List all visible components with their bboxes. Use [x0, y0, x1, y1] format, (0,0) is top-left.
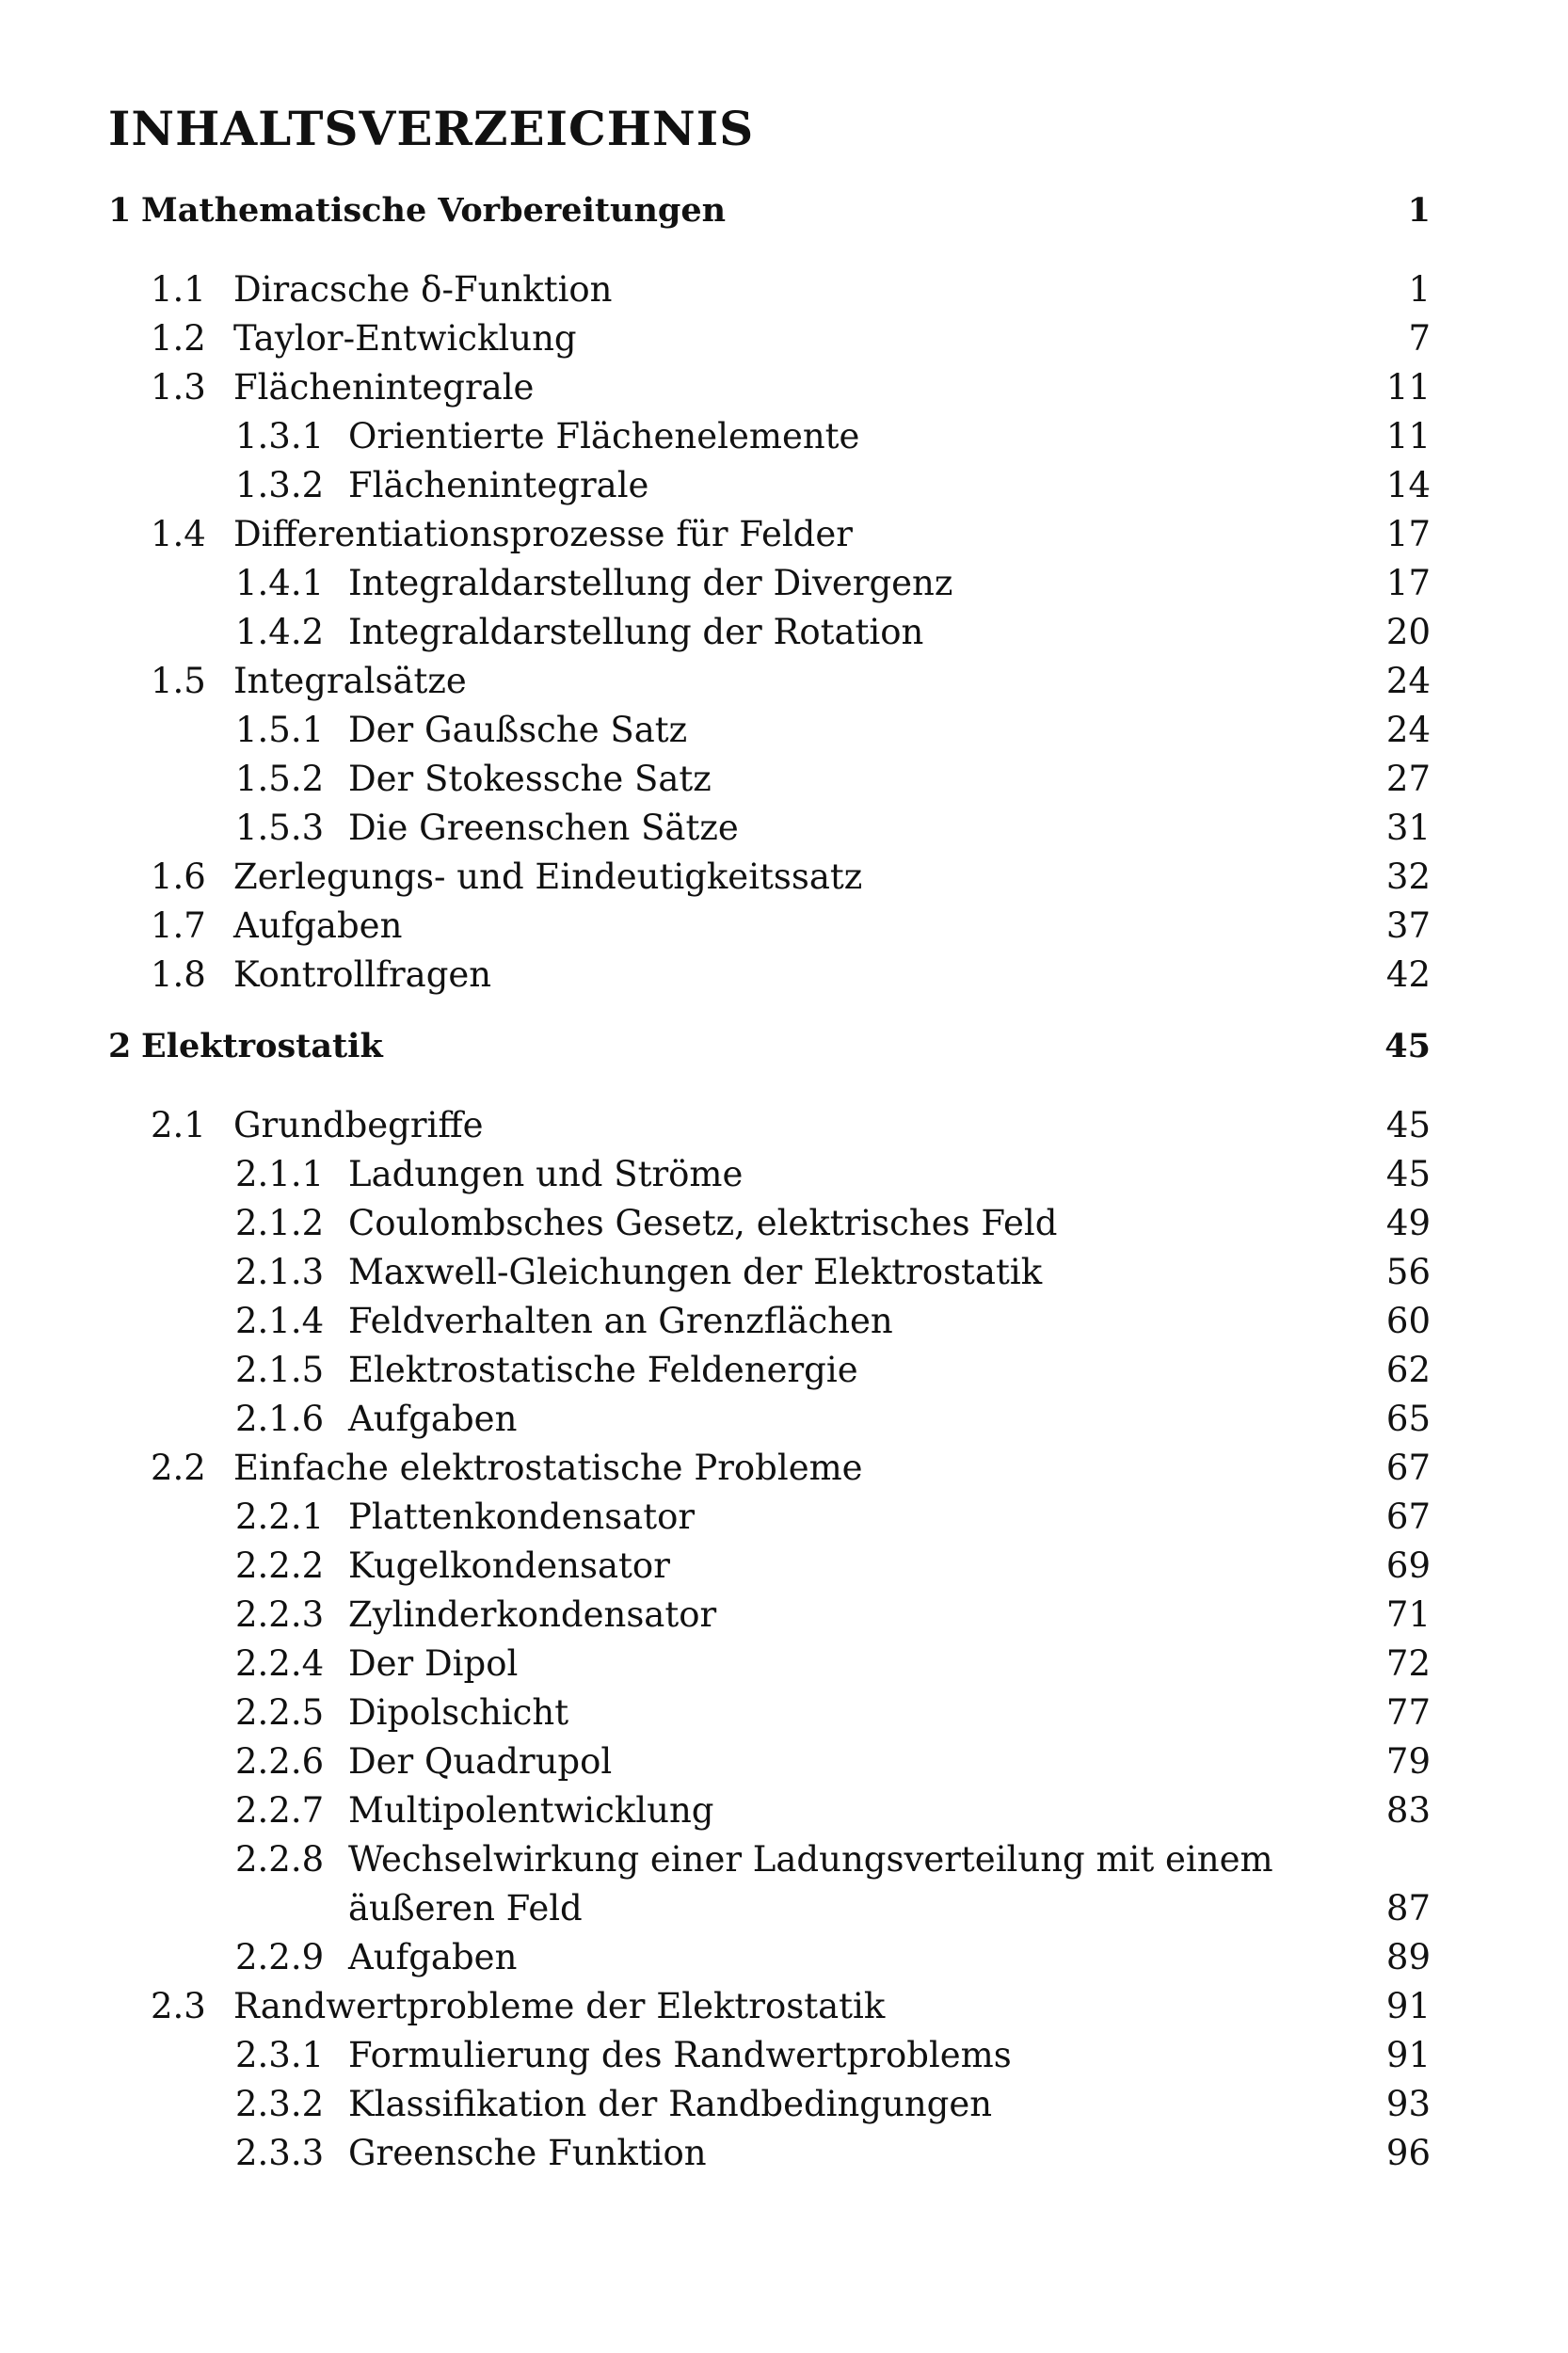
toc-entry	[0, 951, 1568, 1000]
toc-entry	[0, 1933, 1568, 1982]
toc-chapter-2	[0, 1022, 1568, 1071]
page-number: 67	[1385, 1448, 1431, 1488]
section-number: 1.4	[151, 514, 206, 554]
toc-entry	[0, 559, 1568, 608]
subsection-number: 1.3.2	[235, 465, 325, 505]
toc-entry	[0, 1982, 1568, 2031]
toc-entry	[0, 1199, 1568, 1248]
chapter-number: 1	[108, 191, 132, 230]
subsection-number: 2.1.4	[235, 1301, 325, 1341]
subsection-number: 2.3.3	[235, 2133, 325, 2173]
subsection-title: Aufgaben	[348, 1399, 518, 1439]
toc-entry	[0, 608, 1568, 657]
page-number: 79	[1385, 1741, 1431, 1782]
subsection-number: 2.2.9	[235, 1937, 325, 1977]
page-number: 91	[1385, 1986, 1431, 2026]
page-number: 93	[1385, 2084, 1431, 2124]
page-number: 96	[1385, 2133, 1431, 2173]
page-number: 71	[1385, 1594, 1431, 1635]
section-number: 1.6	[151, 856, 206, 897]
toc-entry	[0, 2031, 1568, 2080]
page-number: 20	[1385, 612, 1431, 652]
subsection-title: Ladungen und Ströme	[348, 1154, 744, 1194]
subsection-number: 2.1.6	[235, 1399, 325, 1439]
section-title: Grundbegriffe	[233, 1105, 484, 1145]
subsection-title: Der Dipol	[348, 1643, 519, 1684]
section-number: 2.2	[151, 1448, 206, 1488]
page-number: 87	[1385, 1888, 1431, 1929]
subsection-number: 2.1.1	[235, 1154, 325, 1194]
subsection-number: 2.2.7	[235, 1790, 325, 1831]
section-title: Diracsche δ-Funktion	[233, 269, 613, 310]
subsection-title: Multipolentwicklung	[348, 1790, 714, 1831]
toc-chapter-1	[0, 186, 1568, 235]
toc-entry	[0, 1101, 1568, 1150]
page-number: 37	[1385, 905, 1431, 946]
subsection-title: Der Stokessche Satz	[348, 759, 712, 799]
page-number: 24	[1385, 710, 1431, 750]
page-number: 32	[1385, 856, 1431, 897]
toc-entry	[0, 1297, 1568, 1346]
toc-entry	[0, 1248, 1568, 1297]
page-number: 62	[1385, 1350, 1431, 1390]
page-number: 1	[1407, 191, 1431, 230]
toc-entry	[0, 1835, 1568, 1884]
subsection-title: Greensche Funktion	[348, 2133, 707, 2173]
page-number: 17	[1385, 563, 1431, 603]
subsection-number: 1.3.1	[235, 416, 325, 456]
toc-entry	[0, 706, 1568, 755]
toc-entry	[0, 804, 1568, 853]
subsection-title: Integraldarstellung der Rotation	[348, 612, 924, 652]
page-number: 45	[1385, 1105, 1431, 1145]
page-number: 65	[1385, 1399, 1431, 1439]
subsection-number: 1.5.2	[235, 759, 325, 799]
subsection-title: Elektrostatische Feldenergie	[348, 1350, 858, 1390]
subsection-title: Die Greenschen Sätze	[348, 808, 739, 848]
page-number: 7	[1408, 318, 1431, 359]
subsection-number: 2.2.5	[235, 1692, 325, 1733]
page-number: 91	[1385, 2035, 1431, 2075]
page-number: 77	[1385, 1692, 1431, 1733]
toc-entry	[0, 314, 1568, 363]
section-number: 1.7	[151, 905, 206, 946]
page-number: 17	[1385, 514, 1431, 554]
toc-entry	[0, 1689, 1568, 1737]
subsection-title: Feldverhalten an Grenzflächen	[348, 1301, 893, 1341]
subsection-number: 2.1.3	[235, 1252, 325, 1292]
page-number: 11	[1385, 367, 1431, 408]
toc-entry	[0, 755, 1568, 804]
subsection-title: Flächenintegrale	[348, 465, 649, 505]
page-number: 67	[1385, 1497, 1431, 1537]
section-title: Flächenintegrale	[233, 367, 535, 408]
toc-entry	[0, 265, 1568, 314]
page-number: 83	[1385, 1790, 1431, 1831]
page-number: 31	[1385, 808, 1431, 848]
toc-entry	[0, 1786, 1568, 1835]
section-number: 2.3	[151, 1986, 206, 2026]
section-title: Taylor-Entwicklung	[233, 318, 577, 359]
subsection-title: Der Gaußsche Satz	[348, 710, 688, 750]
page-number: 24	[1385, 661, 1431, 701]
section-title: Differentiationsprozesse für Felder	[233, 514, 853, 554]
toc-entry	[0, 1640, 1568, 1689]
section-title: Randwertprobleme der Elektrostatik	[233, 1986, 886, 2026]
subsection-number: 1.5.1	[235, 710, 325, 750]
subsection-number: 1.4.1	[235, 563, 325, 603]
page-number: 42	[1385, 954, 1431, 995]
subsection-title: Wechselwirkung einer Ladungsverteilung mit einem	[348, 1839, 1273, 1880]
page-number: 72	[1385, 1643, 1431, 1684]
chapter-title: Mathematische Vorbereitungen	[141, 191, 727, 230]
toc-entry-continuation	[0, 1884, 1568, 1933]
section-title: Zerlegungs- und Eindeutigkeitssatz	[233, 856, 863, 897]
subsection-title: Der Quadrupol	[348, 1741, 613, 1782]
page-number: 69	[1385, 1545, 1431, 1586]
subsection-title: Coulombsches Gesetz, elektrisches Feld	[348, 1203, 1058, 1243]
page-number: 1	[1408, 269, 1431, 310]
page-number: 60	[1385, 1301, 1431, 1341]
toc-entry	[0, 1395, 1568, 1444]
section-number: 1.3	[151, 367, 206, 408]
page-number: 45	[1384, 1027, 1431, 1065]
toc-entry	[0, 461, 1568, 510]
subsection-title: Aufgaben	[348, 1937, 518, 1977]
toc-entry	[0, 1591, 1568, 1640]
section-title: Integralsätze	[233, 661, 467, 701]
section-number: 1.5	[151, 661, 206, 701]
page-number: 89	[1385, 1937, 1431, 1977]
subsection-title: Orientierte Flächenelemente	[348, 416, 860, 456]
section-title: Aufgaben	[233, 905, 403, 946]
toc-entry	[0, 2080, 1568, 2129]
toc-entry	[0, 1542, 1568, 1591]
subsection-number: 2.3.1	[235, 2035, 325, 2075]
page-number: 14	[1385, 465, 1431, 505]
subsection-title: Plattenkondensator	[348, 1497, 696, 1537]
toc-entry	[0, 1150, 1568, 1199]
section-number: 1.8	[151, 954, 206, 995]
subsection-title: Kugelkondensator	[348, 1545, 670, 1586]
page-number: 49	[1385, 1203, 1431, 1243]
subsection-title: Maxwell-Gleichungen der Elektrostatik	[348, 1252, 1043, 1292]
toc-entry	[0, 1444, 1568, 1493]
page-number: 11	[1385, 416, 1431, 456]
section-number: 1.2	[151, 318, 206, 359]
toc-entry	[0, 657, 1568, 706]
page-title: INHALTSVERZEICHNIS	[108, 101, 755, 156]
section-number: 1.1	[151, 269, 206, 310]
toc-entry	[0, 412, 1568, 461]
toc-entry	[0, 510, 1568, 559]
subsection-number: 2.2.6	[235, 1741, 325, 1782]
subsection-title-continuation: äußeren Feld	[348, 1888, 583, 1929]
page-number: 56	[1385, 1252, 1431, 1292]
page-number: 45	[1385, 1154, 1431, 1194]
toc-entry	[0, 2129, 1568, 2178]
toc-entry	[0, 1346, 1568, 1395]
subsection-number: 2.2.3	[235, 1594, 325, 1635]
subsection-title: Integraldarstellung der Divergenz	[348, 563, 953, 603]
subsection-number: 2.2.1	[235, 1497, 325, 1537]
page-number: 27	[1385, 759, 1431, 799]
section-title: Kontrollfragen	[233, 954, 492, 995]
chapter-title: Elektrostatik	[141, 1027, 383, 1065]
section-number: 2.1	[151, 1105, 206, 1145]
subsection-number: 2.2.2	[235, 1545, 325, 1586]
toc-entry	[0, 853, 1568, 902]
toc-entry	[0, 1737, 1568, 1786]
subsection-title: Zylinderkondensator	[348, 1594, 717, 1635]
toc-entry	[0, 363, 1568, 412]
subsection-title: Formulierung des Randwertproblems	[348, 2035, 1012, 2075]
subsection-number: 2.2.8	[235, 1839, 325, 1880]
toc-entry	[0, 1493, 1568, 1542]
toc-entry	[0, 902, 1568, 951]
subsection-number: 2.2.4	[235, 1643, 325, 1684]
section-title: Einfache elektrostatische Probleme	[233, 1448, 863, 1488]
subsection-number: 1.4.2	[235, 612, 325, 652]
subsection-title: Dipolschicht	[348, 1692, 569, 1733]
subsection-number: 1.5.3	[235, 808, 325, 848]
subsection-title: Klassifikation der Randbedingungen	[348, 2084, 993, 2124]
chapter-number: 2	[108, 1027, 132, 1065]
subsection-number: 2.1.2	[235, 1203, 325, 1243]
subsection-number: 2.3.2	[235, 2084, 325, 2124]
subsection-number: 2.1.5	[235, 1350, 325, 1390]
